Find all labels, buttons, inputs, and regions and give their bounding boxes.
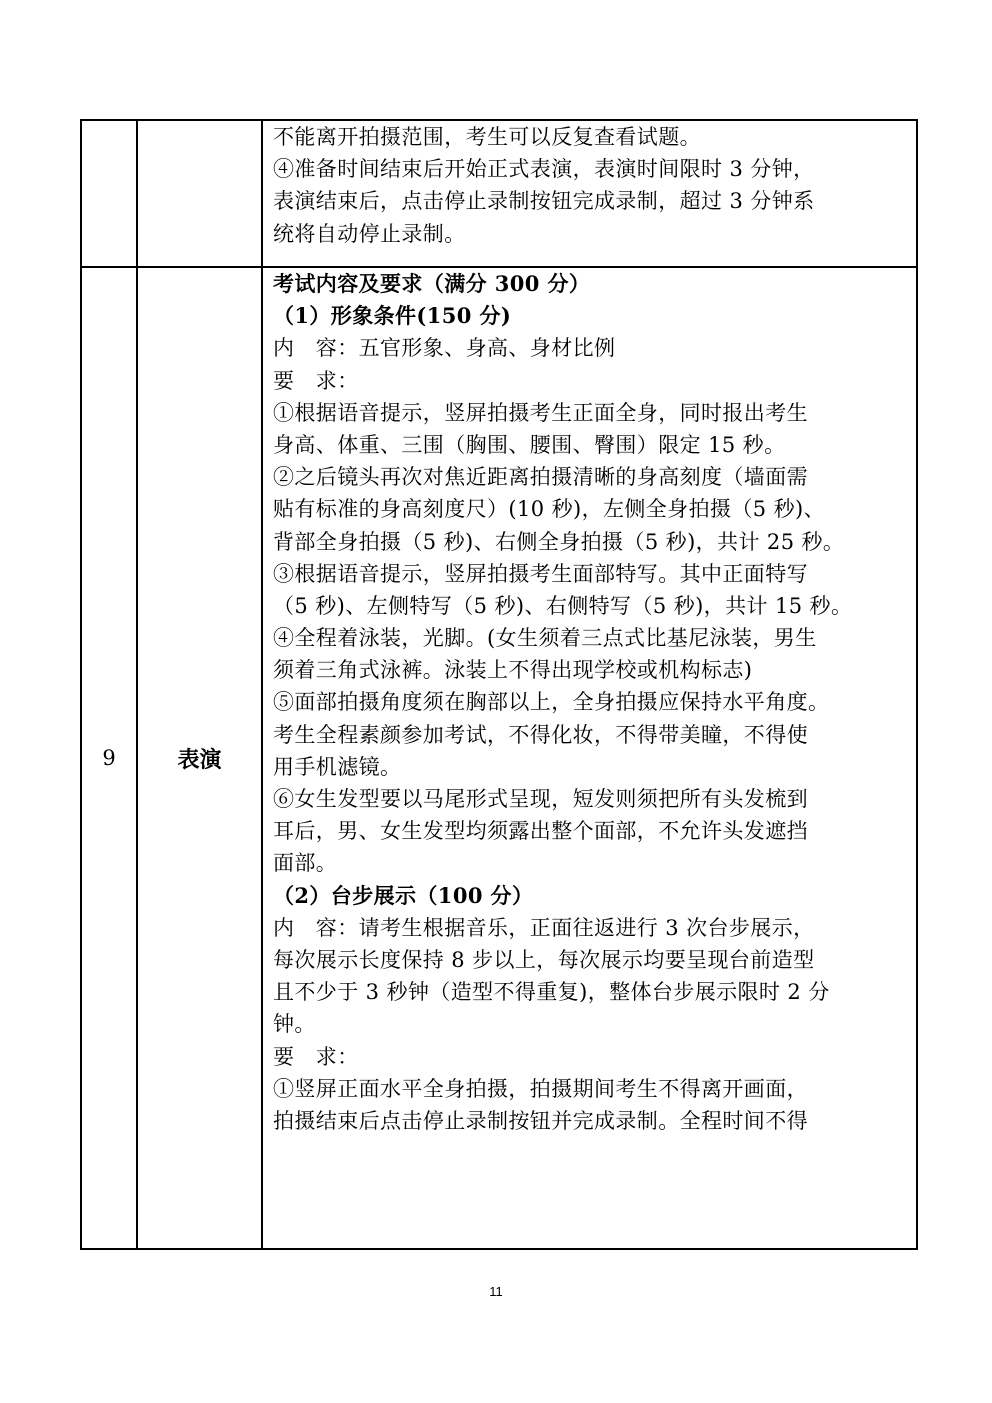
text-line: 耳后，男、女生发型均须露出整个面部，不允许头发遮挡 — [273, 819, 808, 844]
content-line: 钟。 — [273, 1012, 316, 1037]
requirements-cell — [262, 120, 917, 267]
text-line: ①竖屏正面水平全身拍摄，拍摄期间考生不得离开画面， — [273, 1076, 808, 1101]
text-line: ②之后镜头再次对焦近距离拍摄清晰的身高刻度（墙面需 — [273, 465, 808, 490]
text-line: 统将自动停止录制。 — [273, 221, 466, 246]
text-line: ⑥女生发型要以马尾形式呈现，短发则须把所有头发梳到 — [273, 787, 808, 811]
text-line: 须着三角式泳裤。泳装上不得出现学校或机构标志) — [273, 658, 753, 683]
text-line: 表演结束后，点击停止录制按钮完成录制，超过 3 分钟系 — [273, 189, 815, 214]
text-line: 用手机滤镜。 — [273, 754, 402, 779]
requirements-label: 要 求： — [273, 1044, 359, 1069]
text-line: 不能离开拍摄范围，考生可以反复查看试题。 — [273, 125, 701, 149]
row-number-cell — [81, 120, 137, 267]
section-heading: 考试内容及要求（满分 300 分） — [273, 271, 591, 296]
text-line: 拍摄结束后点击停止录制按钮并完成录制。全程时间不得 — [273, 1108, 808, 1133]
exam-requirements-table — [80, 119, 918, 1250]
text-line: ③根据语音提示，竖屏拍摄考生面部特写。其中正面特写 — [273, 561, 808, 586]
row-number-cell: 9 — [81, 267, 137, 1249]
subsection-title: （2）台步展示（100 分） — [273, 882, 534, 908]
content-line: 且不少于 3 秒钟（造型不得重复)，整体台步展示限时 2 分 — [273, 980, 830, 1005]
text-line: ①根据语音提示，竖屏拍摄考生正面全身，同时报出考生 — [273, 400, 808, 425]
text-line: （5 秒)、左侧特写（5 秒)、右侧特写（5 秒)，共计 15 秒。 — [273, 593, 853, 618]
text-line: 考生全程素颜参加考试，不得化妆，不得带美瞳，不得使 — [273, 722, 808, 747]
text-line: 贴有标准的身高刻度尺）(10 秒)，左侧全身拍摄（5 秒)、 — [273, 497, 826, 522]
requirements-label: 要 求： — [273, 368, 359, 393]
text-line: 背部全身拍摄（5 秒)、右侧全身拍摄（5 秒)，共计 25 秒。 — [273, 529, 845, 554]
requirements-cell — [262, 267, 917, 1249]
subject-cell: 表演 — [137, 267, 262, 1249]
text-line: ④全程着泳装，光脚。(女生须着三点式比基尼泳装，男生 — [273, 626, 817, 651]
text-line: ④准备时间结束后开始正式表演，表演时间限时 3 分钟， — [273, 157, 815, 182]
content-line: 内 容：请考生根据音乐，正面往返进行 3 次台步展示， — [273, 915, 815, 940]
text-line: 身高、体重、三围（胸围、腰围、臀围）限定 15 秒。 — [273, 432, 786, 457]
text-line: 面部。 — [273, 851, 338, 876]
subject-cell — [137, 120, 262, 267]
content-line: 内 容：五官形象、身高、身材比例 — [273, 336, 616, 361]
table-row — [81, 267, 917, 1249]
content-line: 每次展示长度保持 8 步以上，每次展示均要呈现台前造型 — [273, 947, 815, 972]
text-line: ⑤面部拍摄角度须在胸部以上，全身拍摄应保持水平角度。 — [273, 690, 830, 715]
table-row — [81, 120, 917, 267]
subsection-title: （1）形象条件(150 分) — [273, 303, 512, 329]
page-number: 11 — [489, 1284, 503, 1299]
